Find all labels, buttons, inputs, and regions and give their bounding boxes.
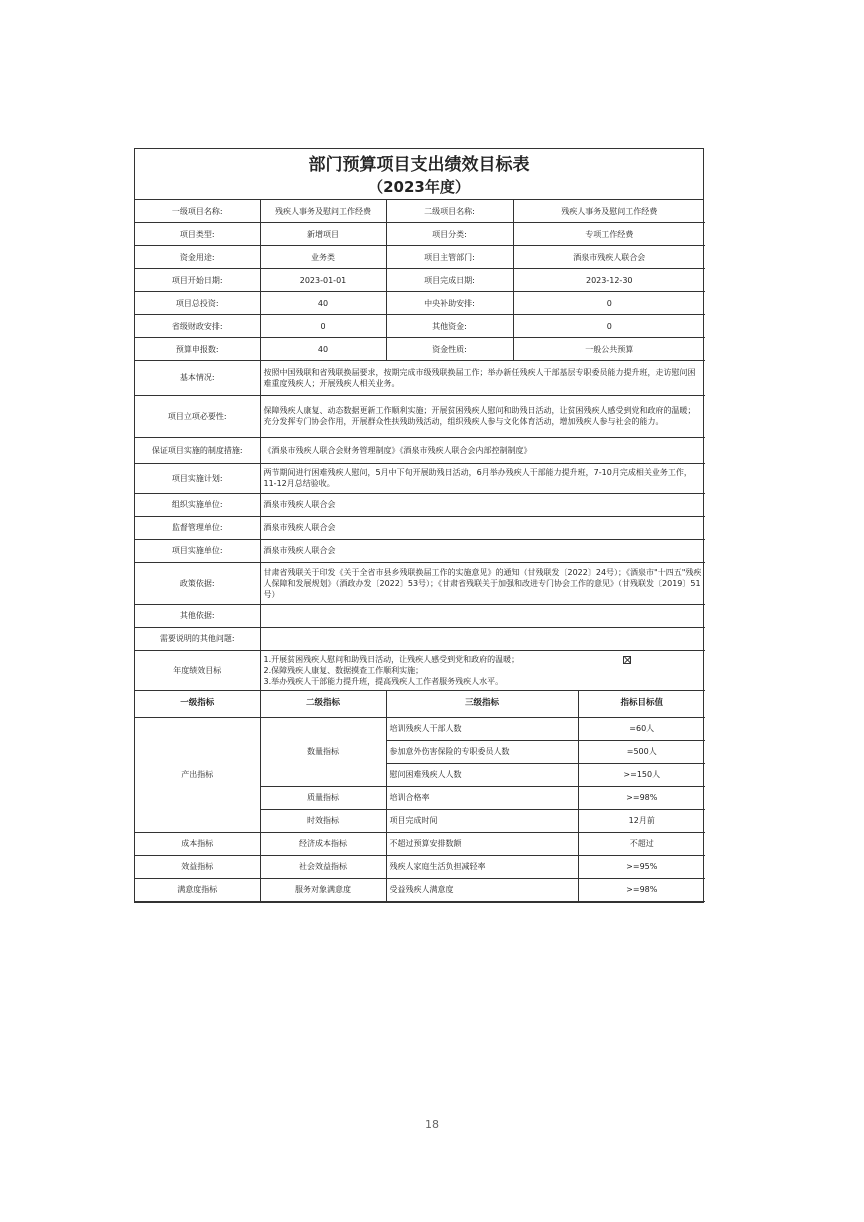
type-value: 新增项目 <box>260 223 386 246</box>
supervise-value: 酒泉市残疾人联合会 <box>260 516 705 539</box>
other-funds-label: 其他资金: <box>386 315 513 338</box>
measures-label: 保证项目实施的制度措施: <box>135 437 260 463</box>
satisfaction-indicator-label: 满意度指标 <box>135 878 260 901</box>
level2-label: 二级项目名称: <box>386 200 513 223</box>
use-value: 业务类 <box>260 246 386 269</box>
necessity-value: 保障残疾人康复、动态数据更新工作顺利实施；开展贫困残疾人慰问和助残日活动，让贫困残疾人感受到党和政府的温暖；充分发挥专门协会作用，开展群众性扶残助残活动，组织残疾人参与文化体育活动，增加残疾人参与社会的能力。 <box>260 395 705 437</box>
header-target: 指标目标值 <box>578 691 705 718</box>
supervise-label: 监督管理单位: <box>135 516 260 539</box>
necessity-label: 项目立项必要性: <box>135 395 260 437</box>
end-label: 项目完成日期: <box>386 269 513 292</box>
project-info-table <box>135 200 705 361</box>
header-level1: 一级指标 <box>135 691 260 718</box>
goal-line: 2.保障残疾人康复、数据摸查工作顺利实施； <box>263 665 424 675</box>
page-number: 18 <box>425 1118 439 1131</box>
indicator-name: 参加意外伤害保险的专职委员人数 <box>386 740 578 763</box>
org-value: 酒泉市残疾人联合会 <box>260 493 705 516</box>
use-label: 资金用途: <box>135 246 260 269</box>
category-label: 项目分类: <box>386 223 513 246</box>
title-block <box>135 149 703 200</box>
central-label: 中央补助安排: <box>386 292 513 315</box>
indicator-name: 培训残疾人干部人数 <box>386 717 578 740</box>
category-value: 专项工作经费 <box>513 223 705 246</box>
provincial-label: 省级财政安排: <box>135 315 260 338</box>
total-value: 40 <box>260 292 386 315</box>
indicator-name: 残疾人家庭生活负担减轻率 <box>386 855 578 878</box>
provincial-value: 0 <box>260 315 386 338</box>
output-indicator-label: 产出指标 <box>135 717 260 832</box>
start-value: 2023-01-01 <box>260 269 386 292</box>
budget-label: 预算申报数: <box>135 338 260 361</box>
cost-indicator-label: 成本指标 <box>135 832 260 855</box>
indicator-name: 慰问困难残疾人人数 <box>386 763 578 786</box>
end-value: 2023-12-30 <box>513 269 705 292</box>
nature-value: 一般公共预算 <box>513 338 705 361</box>
indicator-target: >=98% <box>578 878 705 901</box>
other-basis-label: 其他依据: <box>135 604 260 627</box>
goal-line: 3.举办残疾人干部能力提升班，提高残疾人工作者服务残疾人水平。 <box>263 676 504 686</box>
notes-label: 需要说明的其他问题: <box>135 627 260 650</box>
benefit-indicator-label: 效益指标 <box>135 855 260 878</box>
goal-line: 1.开展贫困残疾人慰问和助残日活动，让残疾人感受到党和政府的温暖； <box>263 654 520 664</box>
org-label: 组织实施单位: <box>135 493 260 516</box>
total-label: 项目总投资: <box>135 292 260 315</box>
checkbox-checked-icon[interactable] <box>623 656 631 664</box>
indicator-target: =500人 <box>578 740 705 763</box>
dept-label: 项目主管部门: <box>386 246 513 269</box>
level2-value: 残疾人事务及慰问工作经费 <box>513 200 705 223</box>
quality-indicator-label: 质量指标 <box>260 786 386 809</box>
indicator-target: =60人 <box>578 717 705 740</box>
header-level3: 三级指标 <box>386 691 578 718</box>
performance-target-sheet <box>134 148 704 903</box>
indicator-name: 受益残疾人满意度 <box>386 878 578 901</box>
central-value: 0 <box>513 292 705 315</box>
basic-label: 基本情况: <box>135 361 260 395</box>
dept-value: 酒泉市残疾人联合会 <box>513 246 705 269</box>
indicator-target: 12月前 <box>578 809 705 832</box>
plan-label: 项目实施计划: <box>135 463 260 493</box>
project-details-table <box>135 361 705 691</box>
indicator-name: 培训合格率 <box>386 786 578 809</box>
goal-label: 年度绩效目标 <box>135 650 260 690</box>
page-subtitle: （2023年度） <box>368 178 470 196</box>
impl-label: 项目实施单位: <box>135 539 260 562</box>
basic-value: 按照中国残联和省残联换届要求，按期完成市级残联换届工作；举办新任残疾人干部基层专职委员能力提升班，走访慰问困难重度残疾人；开展残疾人相关业务。 <box>260 361 705 395</box>
econ-cost-label: 经济成本指标 <box>260 832 386 855</box>
header-level2: 二级指标 <box>260 691 386 718</box>
other-funds-value: 0 <box>513 315 705 338</box>
nature-label: 资金性质: <box>386 338 513 361</box>
other-basis-value <box>260 604 705 627</box>
impl-value: 酒泉市残疾人联合会 <box>260 539 705 562</box>
indicator-name: 不超过预算安排数额 <box>386 832 578 855</box>
indicator-target: >=95% <box>578 855 705 878</box>
page-title: 部门预算项目支出绩效目标表 <box>308 155 530 175</box>
indicators-table <box>135 691 705 902</box>
service-satisfaction-label: 服务对象满意度 <box>260 878 386 901</box>
level1-value: 残疾人事务及慰问工作经费 <box>260 200 386 223</box>
indicator-target: >=98% <box>578 786 705 809</box>
plan-value: 两节期间进行困难残疾人慰问，5月中下旬开展助残日活动，6月举办残疾人干部能力提升班，7-10月完成相关业务工作，11-12月总结验收。 <box>260 463 705 493</box>
level1-label: 一级项目名称: <box>135 200 260 223</box>
type-label: 项目类型: <box>135 223 260 246</box>
indicator-target: 不超过 <box>578 832 705 855</box>
policy-label: 政策依据: <box>135 562 260 604</box>
policy-value: 甘肃省残联关于印发《关于全省市县乡残联换届工作的实施意见》的通知（甘残联发〔2022〕24号）；《酒泉市"十四五"残疾人保障和发展规划》（酒政办发〔2022〕53号）；《甘肃省残联关于加强和改进专门协会工作的意见》（甘残联发〔2019〕51号） <box>260 562 705 604</box>
indicator-name: 项目完成时间 <box>386 809 578 832</box>
indicator-target: >=150人 <box>578 763 705 786</box>
time-indicator-label: 时效指标 <box>260 809 386 832</box>
budget-value: 40 <box>260 338 386 361</box>
social-benefit-label: 社会效益指标 <box>260 855 386 878</box>
goal-value <box>260 650 705 690</box>
measures-value: 《酒泉市残疾人联合会财务管理制度》《酒泉市残疾人联合会内部控制制度》 <box>260 437 705 463</box>
quantity-indicator-label: 数量指标 <box>260 717 386 786</box>
start-label: 项目开始日期: <box>135 269 260 292</box>
notes-value <box>260 627 705 650</box>
